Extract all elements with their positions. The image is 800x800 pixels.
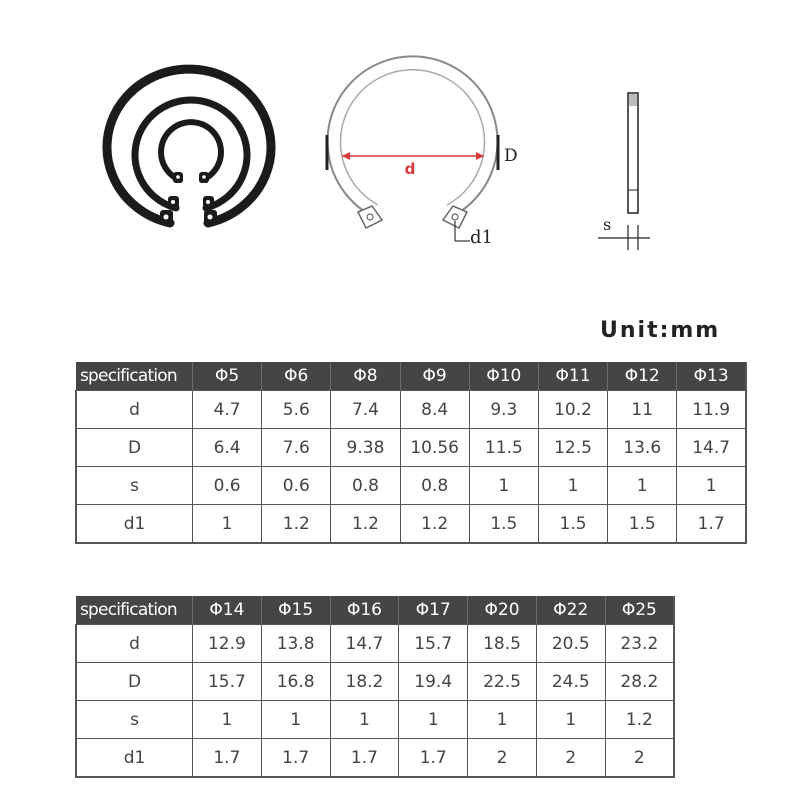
header-cell: Φ22 bbox=[536, 596, 605, 625]
table-cell: 1 bbox=[536, 701, 605, 739]
header-cell: Φ6 bbox=[262, 362, 331, 391]
header-cell: specification bbox=[76, 596, 193, 625]
dim-D-label: D bbox=[504, 146, 518, 166]
table-cell: 28.2 bbox=[605, 663, 674, 701]
table-cell: 1.2 bbox=[400, 505, 469, 544]
table-cell: 7.6 bbox=[262, 429, 331, 467]
table-cell: 4.7 bbox=[193, 391, 262, 429]
table-cell: 1 bbox=[193, 701, 262, 739]
table-cell: 15.7 bbox=[193, 663, 262, 701]
table-row bbox=[76, 663, 674, 701]
table-cell: 10.56 bbox=[400, 429, 469, 467]
product-illustration bbox=[0, 0, 800, 300]
retaining-rings-photo bbox=[107, 69, 271, 224]
table-cell: 7.4 bbox=[331, 391, 400, 429]
medium-ring bbox=[135, 100, 247, 208]
row-label: d bbox=[76, 625, 193, 663]
spec-table-1 bbox=[75, 362, 747, 544]
table-cell: 6.4 bbox=[193, 429, 262, 467]
table-cell: 1.5 bbox=[469, 505, 538, 544]
header-cell: Φ9 bbox=[400, 362, 469, 391]
table-cell: 18.5 bbox=[468, 625, 537, 663]
row-label: d bbox=[76, 391, 193, 429]
table-cell: 9.38 bbox=[331, 429, 400, 467]
small-ring bbox=[161, 122, 221, 183]
table-cell: 1.5 bbox=[608, 505, 677, 544]
table-cell: 18.2 bbox=[330, 663, 399, 701]
table-row bbox=[76, 467, 746, 505]
table-row bbox=[76, 701, 674, 739]
table-cell: 1 bbox=[608, 467, 677, 505]
table-cell: 1 bbox=[399, 701, 468, 739]
header-cell: Φ17 bbox=[399, 596, 468, 625]
table-row bbox=[76, 505, 746, 544]
row-label: d1 bbox=[76, 505, 193, 544]
table-cell: 2 bbox=[605, 739, 674, 778]
table-cell: 19.4 bbox=[399, 663, 468, 701]
table-row bbox=[76, 625, 674, 663]
table-cell: 0.6 bbox=[262, 467, 331, 505]
table-cell: 23.2 bbox=[605, 625, 674, 663]
unit-label: Unit:mm bbox=[600, 318, 721, 343]
table-cell: 1 bbox=[261, 701, 330, 739]
table-cell: 2 bbox=[536, 739, 605, 778]
table-cell: 1 bbox=[468, 701, 537, 739]
table-cell: 5.6 bbox=[262, 391, 331, 429]
table-cell: 1 bbox=[538, 467, 607, 505]
table-cell: 0.8 bbox=[331, 467, 400, 505]
table-cell: 1.2 bbox=[262, 505, 331, 544]
table-cell: 1.2 bbox=[331, 505, 400, 544]
table-cell: 13.8 bbox=[261, 625, 330, 663]
table-cell: 1.7 bbox=[399, 739, 468, 778]
table-cell: 12.5 bbox=[538, 429, 607, 467]
header-cell: Φ12 bbox=[608, 362, 677, 391]
table-cell: 11.9 bbox=[677, 391, 746, 429]
table-cell: 20.5 bbox=[536, 625, 605, 663]
table-cell: 15.7 bbox=[399, 625, 468, 663]
header-cell: Φ10 bbox=[469, 362, 538, 391]
table-cell: 22.5 bbox=[468, 663, 537, 701]
row-label: d1 bbox=[76, 739, 193, 778]
dim-d1-label: d1 bbox=[470, 227, 493, 248]
table-cell: 1 bbox=[193, 505, 262, 544]
header-cell: Φ8 bbox=[331, 362, 400, 391]
table-cell: 1 bbox=[330, 701, 399, 739]
table-cell: 1.2 bbox=[605, 701, 674, 739]
table-cell: 1.7 bbox=[330, 739, 399, 778]
table-row bbox=[76, 739, 674, 778]
header-cell: Φ5 bbox=[193, 362, 262, 391]
table-cell: 14.7 bbox=[677, 429, 746, 467]
table-cell: 9.3 bbox=[469, 391, 538, 429]
table-cell: 1 bbox=[677, 467, 746, 505]
table-cell: 1.5 bbox=[538, 505, 607, 544]
table-cell: 13.6 bbox=[608, 429, 677, 467]
header-cell: Φ25 bbox=[605, 596, 674, 625]
table-cell: 1.7 bbox=[193, 739, 262, 778]
spec-table-2 bbox=[75, 596, 675, 778]
header-cell: Φ11 bbox=[538, 362, 607, 391]
header-cell: specification bbox=[76, 362, 193, 391]
table-cell: 2 bbox=[468, 739, 537, 778]
table-cell: 24.5 bbox=[536, 663, 605, 701]
header-cell: Φ15 bbox=[261, 596, 330, 625]
table-cell: 11.5 bbox=[469, 429, 538, 467]
dim-d-label: d bbox=[404, 160, 416, 178]
table-cell: 10.2 bbox=[538, 391, 607, 429]
table-cell: 1.7 bbox=[261, 739, 330, 778]
row-label: D bbox=[76, 663, 193, 701]
table-cell: 1.7 bbox=[677, 505, 746, 544]
table-row bbox=[76, 429, 746, 467]
table-row bbox=[76, 391, 746, 429]
table-cell: 12.9 bbox=[193, 625, 262, 663]
header-cell: Φ20 bbox=[468, 596, 537, 625]
header-cell: Φ16 bbox=[330, 596, 399, 625]
table-cell: 11 bbox=[608, 391, 677, 429]
table-cell: 8.4 bbox=[400, 391, 469, 429]
row-label: D bbox=[76, 429, 193, 467]
row-label: s bbox=[76, 467, 193, 505]
header-cell: Φ14 bbox=[193, 596, 262, 625]
dim-s-label: s bbox=[603, 215, 612, 234]
table-cell: 0.6 bbox=[193, 467, 262, 505]
table-cell: 0.8 bbox=[400, 467, 469, 505]
table-header-row bbox=[76, 596, 674, 625]
table-cell: 14.7 bbox=[330, 625, 399, 663]
ring-dimension-drawing bbox=[327, 56, 498, 241]
table-header-row bbox=[76, 362, 746, 391]
table-cell: 1 bbox=[469, 467, 538, 505]
header-cell: Φ13 bbox=[677, 362, 746, 391]
table-cell: 16.8 bbox=[261, 663, 330, 701]
row-label: s bbox=[76, 701, 193, 739]
